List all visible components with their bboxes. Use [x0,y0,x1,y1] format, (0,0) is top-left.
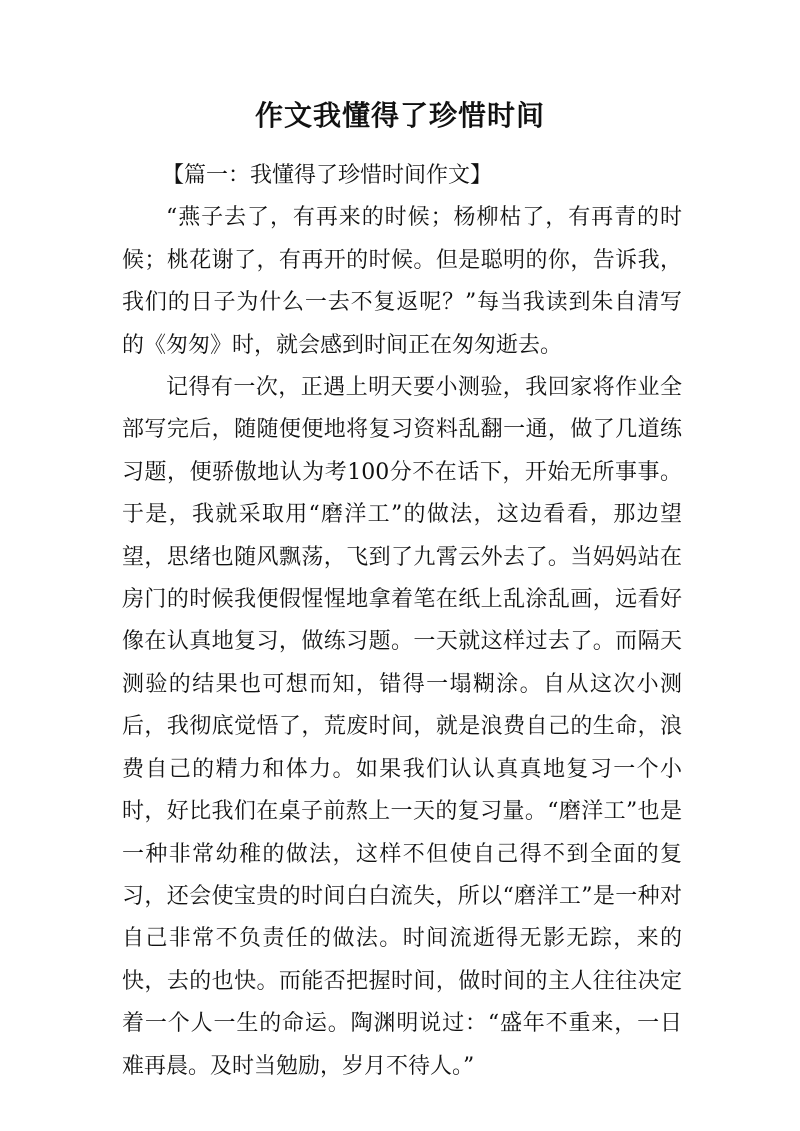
paragraph-2: 记得有一次，正遇上明天要小测验，我回家将作业全部写完后，随随便便地将复习资料乱翻一通，做了几道练习题，便骄傲地认为考100分不在话下，开始无所事事。于是，我就采取用“磨洋工”的做法，这边看看，那边望望，思绪也随风飘荡，飞到了九霄云外去了。当妈妈站在房门的时候我便假惺惺地拿着笔在纸上乱涂乱画，远看好像在认真地复习，做练习题。一天就这样过去了。而隔天测验的结果也可想而知，错得一塌糊涂。自从这次小测后，我彻底觉悟了，荒废时间，就是浪费自己的生命，浪费自己的精力和体力。如果我们认认真真地复习一个小时，好比我们在桌子前熬上一天的复习量。“磨洋工”也是一种非常幼稚的做法，这样不但使自己得不到全面的复习，还会使宝贵的时间白白流失，所以“磨洋工”是一种对自己非常不负责任的做法。时间流逝得无影无踪，来的快，去的也快。而能否把握时间，做时间的主人往往决定着一个人一生的命运。陶渊明说过：“盛年不重来，一日难再晨。及时当勉励，岁月不待人。” [122,375,682,1079]
document-body [122,155,682,1088]
document-title: 作文我懂得了珍惜时间 [254,99,545,132]
section-heading: 【篇一：我懂得了珍惜时间作文】 [162,163,493,188]
paragraph-1: “燕子去了，有再来的时候；杨柳枯了，有再青的时候；桃花谢了，有再开的时候。但是聪明的你，告诉我，我们的日子为什么一去不复返呢？”每当我读到朱自清写的《匆匆》时，就会感到时间正在匆匆逝去。 [122,205,682,358]
